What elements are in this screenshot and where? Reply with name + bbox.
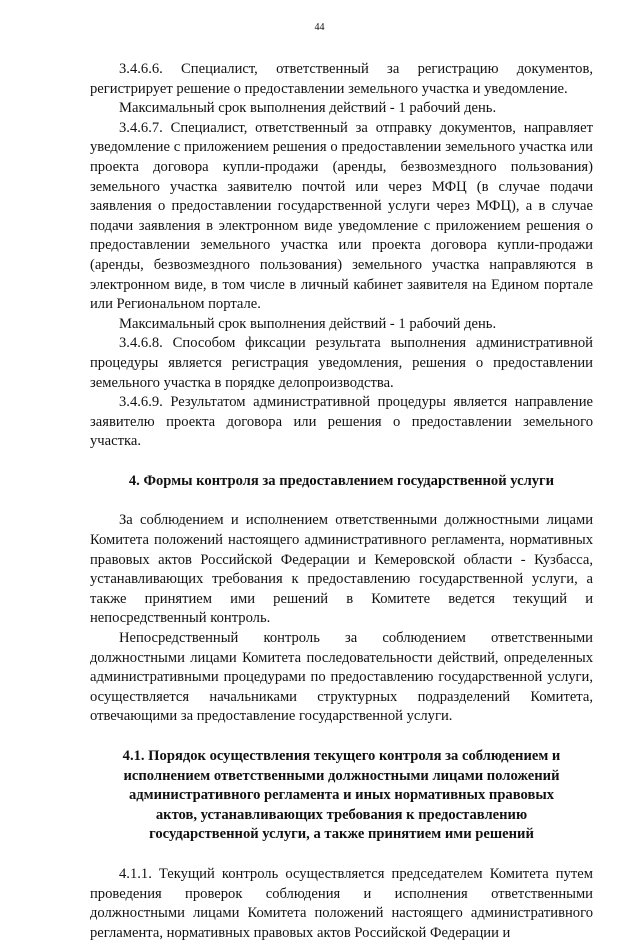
paragraph-3-4-6-7: 3.4.6.7. Специалист, ответственный за отправку документов, направляет уведомление с приложением решения о предоставлении земельного участка или проекта договора купли-продажи (аренды, безвозмездного пользования) земельного участка заявителю почтой или через МФЦ (в случае подачи заявления о предоставлении государственной услуги через МФЦ), а в случае подачи заявления в электронном виде уведомление с приложением решения о предоставлении земельного участка или проекта договора купли-продажи (аренды, безвозмездного пользования) земельного участка направляются в электронном виде, в том числе в личный кабинет заявителя на Едином портале или Региональном портале. <box>90 119 593 313</box>
paragraph-deadline-2: Максимальный срок выполнения действий - 1 рабочий день. <box>119 315 497 332</box>
paragraph-control-direct: Непосредственный контроль за соблюдением ответственными должностными лицами Комитета последовательности действий, определенных административными процедурами по предоставлению государственной услуги, осуществляется начальниками структурных подразделений Комитета, отвечающими за предоставление государственной услуги. <box>90 630 593 725</box>
paragraph-deadline-1: Максимальный срок выполнения действий - 1 рабочий день. <box>119 100 497 117</box>
section-4-1-heading: 4.1. Порядок осуществления текущего контроля за соблюдением и исполнением ответственными должностными лицами положений административного регламента и иных нормативных правовых актов, устанавливающих требования к предоставлению государственной услуги, а также принятием ими решений <box>122 748 561 843</box>
paragraph-3-4-6-6: 3.4.6.6. Специалист, ответственный за регистрацию документов, регистрирует решение о предоставлении земельного участка и уведомление. <box>90 61 593 97</box>
section-4-heading: 4. Формы контроля за предоставлением государственной услуги <box>128 472 555 489</box>
paragraph-3-4-6-9: 3.4.6.9. Результатом административной процедуры является направление заявителю проекта договора или решения о предоставлении земельного участка. <box>90 394 593 450</box>
document-body <box>90 60 593 943</box>
paragraph-control-general: За соблюдением и исполнением ответственными должностными лицами Комитета положений настоящего административного регламента, нормативных правовых актов Российской Федерации и Кемеровской области - Кузбасса, устанавливающих требования к предоставлению государственной услуги, а также принятием ими решений в Комитете ведется текущий и непосредственный контроль. <box>90 512 593 627</box>
paragraph-3-4-6-8: 3.4.6.8. Способом фиксации результата выполнения административной процедуры является регистрация уведомления, решения о предоставлении земельного участка в порядке делопроизводства. <box>90 335 593 391</box>
paragraph-4-1-1: 4.1.1. Текущий контроль осуществляется председателем Комитета путем проведения проверок соблюдения и исполнения ответственными должностными лицами Комитета положений настоящего административного регламента, нормативных правовых актов Российской Федерации и <box>90 865 593 941</box>
page-number: 44 <box>314 22 325 33</box>
